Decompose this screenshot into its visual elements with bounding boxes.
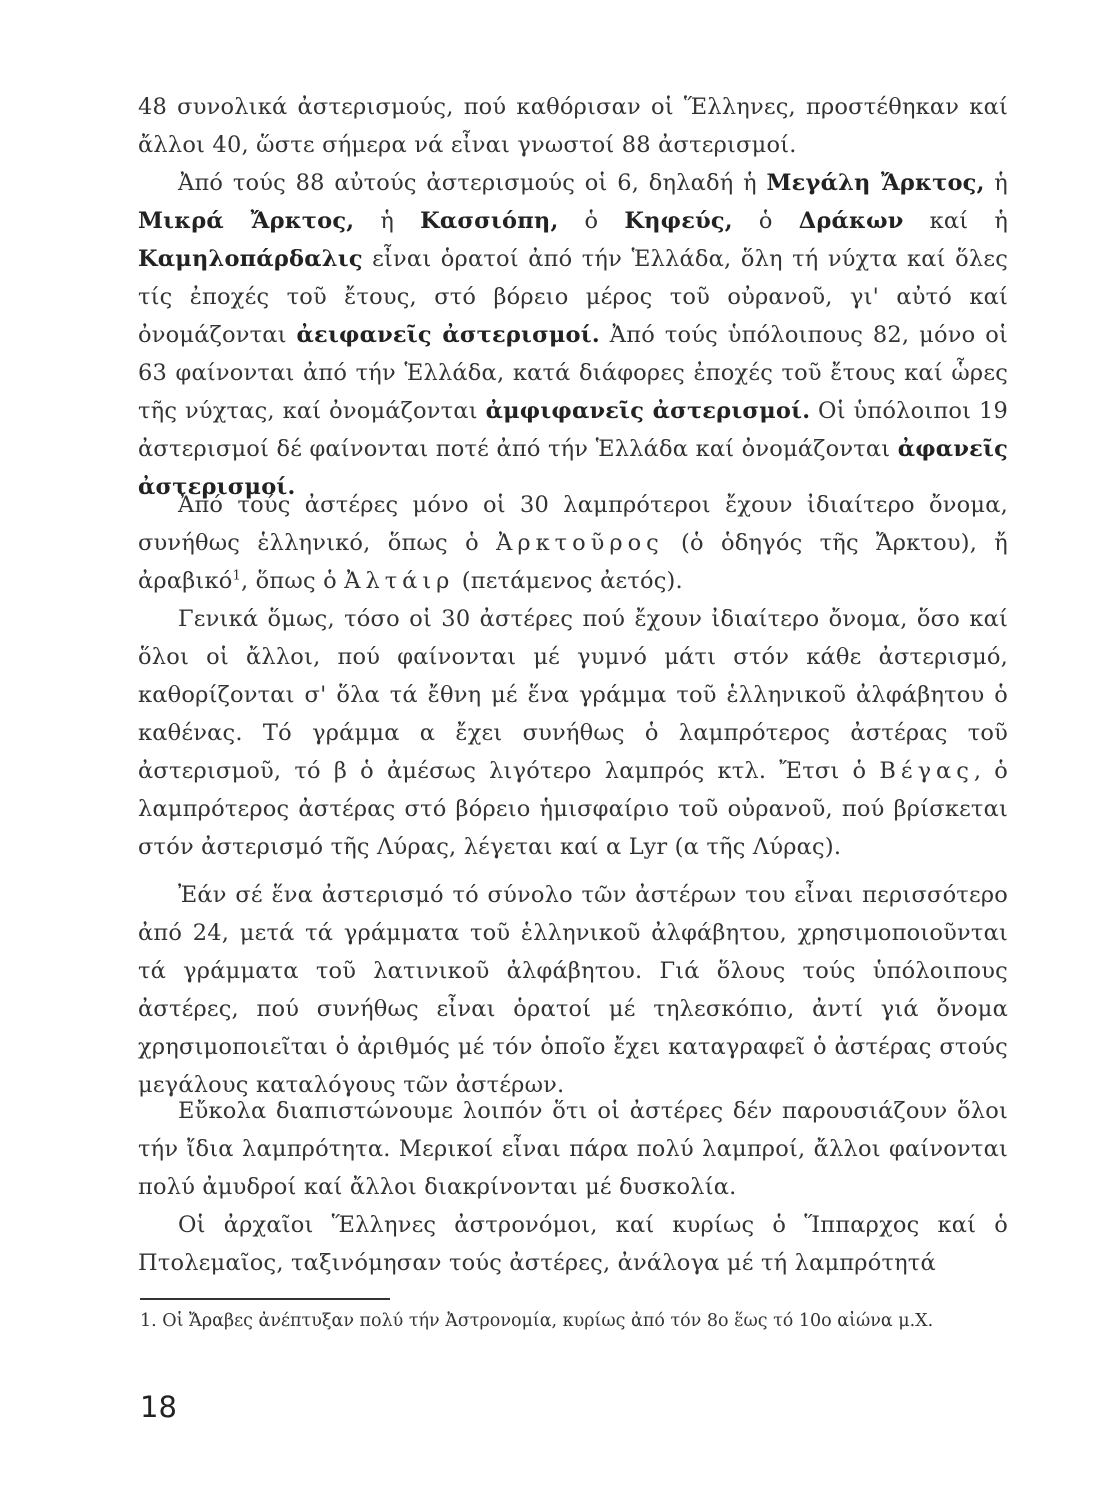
constellation-cepheus: Κηφεύς,: [624, 208, 733, 234]
p3-text-4: (πετάμενος ἀετός).: [454, 568, 683, 594]
p2-text-3: ἡ: [354, 208, 421, 234]
page-number: 18: [140, 1390, 177, 1424]
p3-text-2: (ὁ ὁδηγός τῆς Ἄρκτου), ἤ ἀραβικό: [138, 530, 1008, 594]
p3-text-3: , ὅπως ὁ: [240, 568, 345, 594]
p2-text-9: Οἱ ὑπόλοιποι 19 ἀστερισμοί δέ φαίνονται ποτέ ἀπό τήν Ἑλλάδα καί ὀνομάζονται: [138, 398, 1009, 462]
paragraph-6: [138, 1092, 1008, 1206]
star-name-altair: Ἀλτάιρ: [344, 568, 455, 594]
paragraph-5: [138, 876, 1008, 1104]
paragraph-4: [138, 600, 1008, 866]
constellation-ursa-minor: Μικρά Ἄρκτος,: [138, 208, 355, 234]
p2-text-1: Ἀπό τούς 88 αὐτούς ἀστερισμούς οἱ 6, δηλαδή ἡ: [178, 170, 767, 196]
p4-text-1: Γενικά ὅμως, τόσο οἱ 30 ἀστέρες πού ἔχουν ἰδιαίτερο ὄνομα, ὅσο καί ὅλοι οἱ ἄλλοι, πού φαίνονται μέ γυμνό μάτι στόν κάθε ἀστερισμό, καθορίζονται σ' ὅλα τά ἔθνη μέ ἕνα γράμμα τοῦ ἑλληνικοῦ ἀλφάβητου ὁ καθένας. Τό γράμμα α ἔχει συνήθως ὁ λαμπρότερος ἀστέρας τοῦ ἀστερισμοῦ, τό β ὁ ἀμέσως λιγότερο λαμπρός κτλ. Ἔτσι ὁ: [138, 606, 1008, 784]
constellation-cassiopeia: Κασσιόπη,: [420, 208, 559, 234]
footnote-ref[interactable]: 1: [232, 568, 241, 584]
star-name-arcturus: Ἀρκτοῦρος: [496, 530, 664, 556]
p3-text-1: Ἀπό τούς ἀστέρες μόνο οἱ 30 λαμπρότεροι ἔχουν ἰδιαίτερο ὄνομα, συνήθως ἑλληνικό, ὅπως ὁ: [138, 492, 1008, 556]
paragraph-5-text: Ἐάν σέ ἕνα ἀστερισμό τό σύνολο τῶν ἀστέρων του εἶναι περισσότερο ἀπό 24, μετά τά γράμματα τοῦ ἑλληνικοῦ ἀλφάβητου, χρησιμοποιοῦνται τά γράμματα τοῦ λατινικοῦ ἀλφάβητου. Γιά ὅλους τούς ὑπόλοιπους ἀστέρες, πού συνήθως εἶναι ὁρατοί μέ τηλεσκόπιο, ἀντί γιά ὄνομα χρησιμοποιεῖται ὁ ἀριθμός μέ τόν ὁποῖο ἔχει καταγραφεῖ ὁ ἀστέρας στούς μεγάλους καταλόγους τῶν ἀστέρων.: [138, 882, 1008, 1098]
term-circumpolar: ἀειφανεῖς ἀστερισμοί.: [296, 322, 600, 348]
constellation-draco: Δράκων: [798, 208, 904, 234]
p2-text-8: Ἀπό τούς ὑπόλοιπους 82, μόνο οἱ 63 φαίνονται ἀπό τήν Ἑλλάδα, κατά διάφορες ἐποχές τοῦ ἔτους καί ὧρες τῆς νύχτας, καί ὀνομάζονται: [138, 322, 1008, 424]
term-amphiphanic: ἀμφιφανεῖς ἀστερισμοί.: [485, 398, 811, 424]
star-name-vega: Βέγας: [879, 758, 974, 784]
constellation-camelopardalis: Καμηλοπάρδαλις: [138, 246, 363, 272]
term-invisible: ἀφανεῖς ἀστερισμοί.: [138, 436, 1008, 500]
paragraph-6-text: Εὔκολα διαπιστώνουμε λοιπόν ὅτι οἱ ἀστέρες δέν παρουσιάζουν ὅλοι τήν ἴδια λαμπρότητα. Μερικοί εἶναι πάρα πολύ λαμπροί, ἄλλοι φαίνονται πολύ ἀμυδροί καί ἄλλοι διακρίνονται μέ δυσκολία.: [138, 1098, 1008, 1200]
footnote: 1. Οἱ Ἄραβες ἀνέπτυξαν πολύ τήν Ἀστρονομία, κυρίως ἀπό τόν 8ο ἕως τό 10ο αἰώνα μ.Χ.: [140, 1311, 934, 1331]
p4-text-2: , ὁ λαμπρότερος ἀστέρας στό βόρειο ἡμισφαίριο τοῦ οὐρανοῦ, πού βρίσκεται στόν ἀστερισμό τῆς Λύρας, λέγεται καί α Lyr (α τῆς Λύρας).: [138, 758, 1009, 860]
p2-text-7: εἶναι ὁρατοί ἀπό τήν Ἑλλάδα, ὅλη τή νύχτα καί ὅλες τίς ἐποχές τοῦ ἔτους, στό βόρειο μέρος τοῦ οὐρανοῦ, γι' αὐτό καί ὀνομάζονται: [138, 246, 1008, 348]
p2-text-2: ἡ: [984, 170, 1008, 196]
paragraph-2: [138, 164, 1008, 506]
p2-text-6: καί ἡ: [903, 208, 1009, 234]
p2-text-5: ὁ: [732, 208, 799, 234]
footnote-divider: [140, 1298, 390, 1300]
paragraph-3: [138, 486, 1008, 600]
p2-text-4: ὁ: [558, 208, 625, 234]
constellation-ursa-major: Μεγάλη Ἄρκτος,: [766, 170, 985, 196]
paragraph-1-text: 48 συνολικά ἀστερισμούς, πού καθόρισαν οἱ Ἕλληνες, προστέθηκαν καί ἄλλοι 40, ὥστε σήμερα νά εἶναι γνωστοί 88 ἀστερισμοί.: [138, 94, 1008, 158]
paragraph-1: [138, 88, 1008, 164]
paragraph-7-text: Οἱ ἀρχαῖοι Ἕλληνες ἀστρονόμοι, καί κυρίως ὁ Ἵππαρχος καί ὁ Πτολεμαῖος, ταξινόμησαν τούς ἀστέρες, ἀνάλογα μέ τή λαμπρότητά: [138, 1212, 1008, 1276]
paragraph-7: [138, 1206, 1008, 1282]
